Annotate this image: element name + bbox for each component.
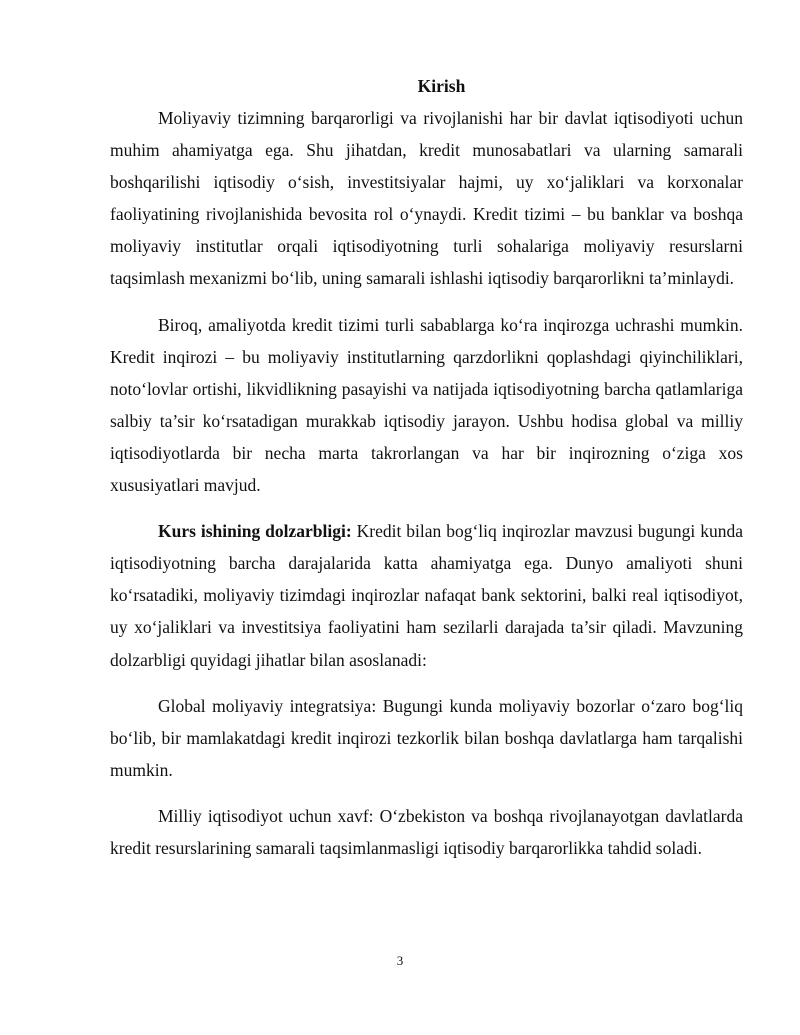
document-page [110,70,743,864]
paragraph-intro [110,102,743,295]
paragraph-relevance [110,515,743,675]
paragraph-text: Global moliyaviy integratsiya: Bugungi kunda moliyaviy bozorlar o‘zaro bog‘liq bo‘lib, bir mamlakatdagi kredit inqirozi tezkorlik bilan boshqa davlatlarga ham tarqalishi mumkin. [110,695,743,780]
paragraph-text: Biroq, amaliyotda kredit tizimi turli sabablarga ko‘ra inqirozga uchrashi mumkin. Kredit inqirozi – bu moliyaviy institutlarning qarzdorlikni qoplashdagi qiyinchiliklari, noto‘lovlar ortishi, likvidlikning pasayishi va natijada iqtisodiyotning barcha qatlamlariga salbiy ta’sir ko‘rsatadigan murakkab iqtisodiy jarayon. Ushbu hodisa global va milliy iqtisodiyotlarda bir necha marta takrorlangan va har bir inqirozning o‘ziga xos xususiyatlari mavjud. [110,314,743,496]
section-title: Kirish [417,76,466,96]
page-number: 3 [396,953,404,968]
paragraph-text: Milliy iqtisodiyot uchun xavf: O‘zbekiston va boshqa rivojlanayotgan davlatlarda kredit resurslarining samarali taqsimlanmasligi iqtisodiy barqarorlikka tahdid soladi. [110,805,743,858]
paragraph-national-risk [110,800,743,864]
paragraph-text: Kredit bilan bog‘liq inqirozlar mavzusi bugungi kunda iqtisodiyotning barcha darajalarida katta ahamiyatga ega. Dunyo amaliyoti shuni ko‘rsatadiki, moliyaviy tizimdagi inqirozlar nafaqat bank sektorini, balki real iqtisodiyot, uy xo‘jaliklari va investitsiya faoliyatini ham sezilarli darajada ta’sir qiladi. Mavzuning dolzarbligi quyidagi jihatlar bilan asoslanadi: [110,521,743,670]
paragraph-lead: Kurs ishining dolzarbligi: [158,521,352,542]
paragraph-crisis [110,309,743,502]
paragraph-global-integration [110,690,743,786]
paragraph-text: Moliyaviy tizimning barqarorligi va rivojlanishi har bir davlat iqtisodiyoti uchun muhim ahamiyatga ega. Shu jihatdan, kredit munosabatlari va ularning samarali boshqarilishi iqtisodiy o‘sish, investitsiyalar hajmi, uy xo‘jaliklari va korxonalar faoliyatining rivojlanishida bevosita rol o‘ynaydi. Kredit tizimi – bu banklar va boshqa moliyaviy institutlar orqali iqtisodiyotning turli sohalariga moliyaviy resurslarni taqsimlash mexanizmi bo‘lib, uning samarali ishlashi iqtisodiy barqarorlikni ta’minlaydi. [110,108,743,289]
